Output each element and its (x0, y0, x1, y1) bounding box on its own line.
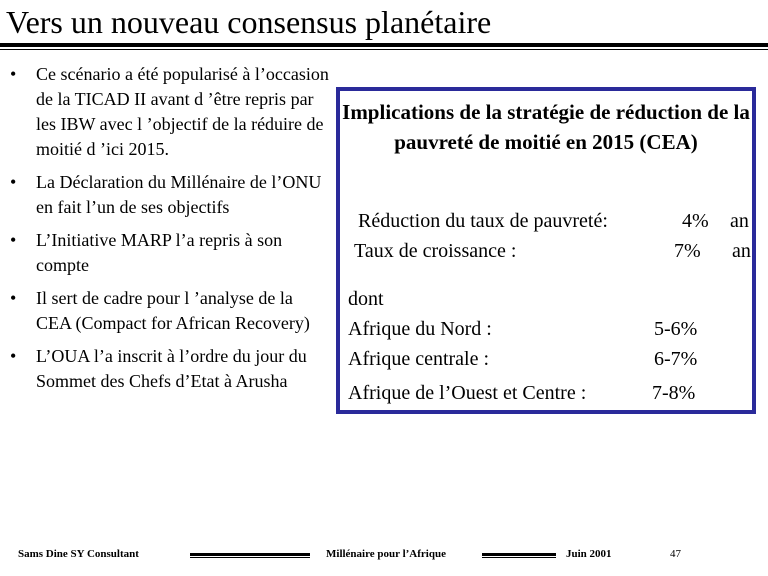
bullet-text: L’Initiative MARP l’a repris à son compte (36, 230, 283, 275)
slide-title: Vers un nouveau consensus planétaire (6, 4, 492, 40)
rate-value: 4% (682, 210, 709, 232)
footer-divider (482, 553, 556, 556)
footer-subject: Millénaire pour l’Afrique (326, 548, 446, 560)
list-item (10, 62, 330, 162)
growth-value: 7% (674, 240, 701, 262)
region-value: 7-8% (652, 382, 696, 404)
bullet-icon: • (10, 64, 17, 84)
footer (0, 546, 768, 566)
footer-divider (190, 553, 310, 556)
footer-divider-thin (190, 557, 310, 558)
bullet-icon: • (10, 346, 17, 366)
bullet-text: Il sert de cadre pour l ’analyse de la CEA (Compact for African Recovery) (36, 288, 310, 333)
growth-label: Taux de croissance : (354, 240, 517, 262)
implications-box (336, 87, 756, 414)
bullet-icon: • (10, 172, 17, 192)
bullet-text: Ce scénario a été popularisé à l’occasion de la TICAD II avant d ’être repris par les IBW avec l ’objectif de la réduire de moitié d ’ici 2015. (36, 64, 329, 159)
footer-divider-thin (482, 557, 556, 558)
list-item (10, 286, 330, 336)
region-label: Afrique centrale : (348, 348, 490, 370)
bullet-text: La Déclaration du Millénaire de l’ONU en fait l’un de ses objectifs (36, 172, 322, 217)
region-label: Afrique de l’Ouest et Centre : (348, 382, 587, 404)
list-item (10, 228, 330, 278)
dont-label: dont (348, 288, 384, 310)
rate-label: Réduction du taux de pauvreté: (358, 210, 608, 232)
rate-unit: an (730, 210, 749, 232)
bullet-list (10, 62, 330, 402)
box-title: Implications de la stratégie de réduction de la pauvreté de moitié en 2015 (CEA) (342, 100, 750, 154)
footer-author: Sams Dine SY Consultant (18, 548, 139, 560)
bullet-icon: • (10, 230, 17, 250)
region-value: 5-6% (654, 318, 698, 340)
list-item (10, 170, 330, 220)
footer-date: Juin 2001 (566, 548, 612, 560)
list-item (10, 344, 330, 394)
bullet-icon: • (10, 288, 17, 308)
region-value: 6-7% (654, 348, 698, 370)
title-divider-thin (0, 49, 768, 50)
region-label: Afrique du Nord : (348, 318, 492, 340)
bullet-text: L’OUA l’a inscrit à l’ordre du jour du Sommet des Chefs d’Etat à Arusha (36, 346, 307, 391)
growth-unit: an (732, 240, 751, 262)
page-number: 47 (670, 548, 681, 560)
title-divider (0, 43, 768, 47)
